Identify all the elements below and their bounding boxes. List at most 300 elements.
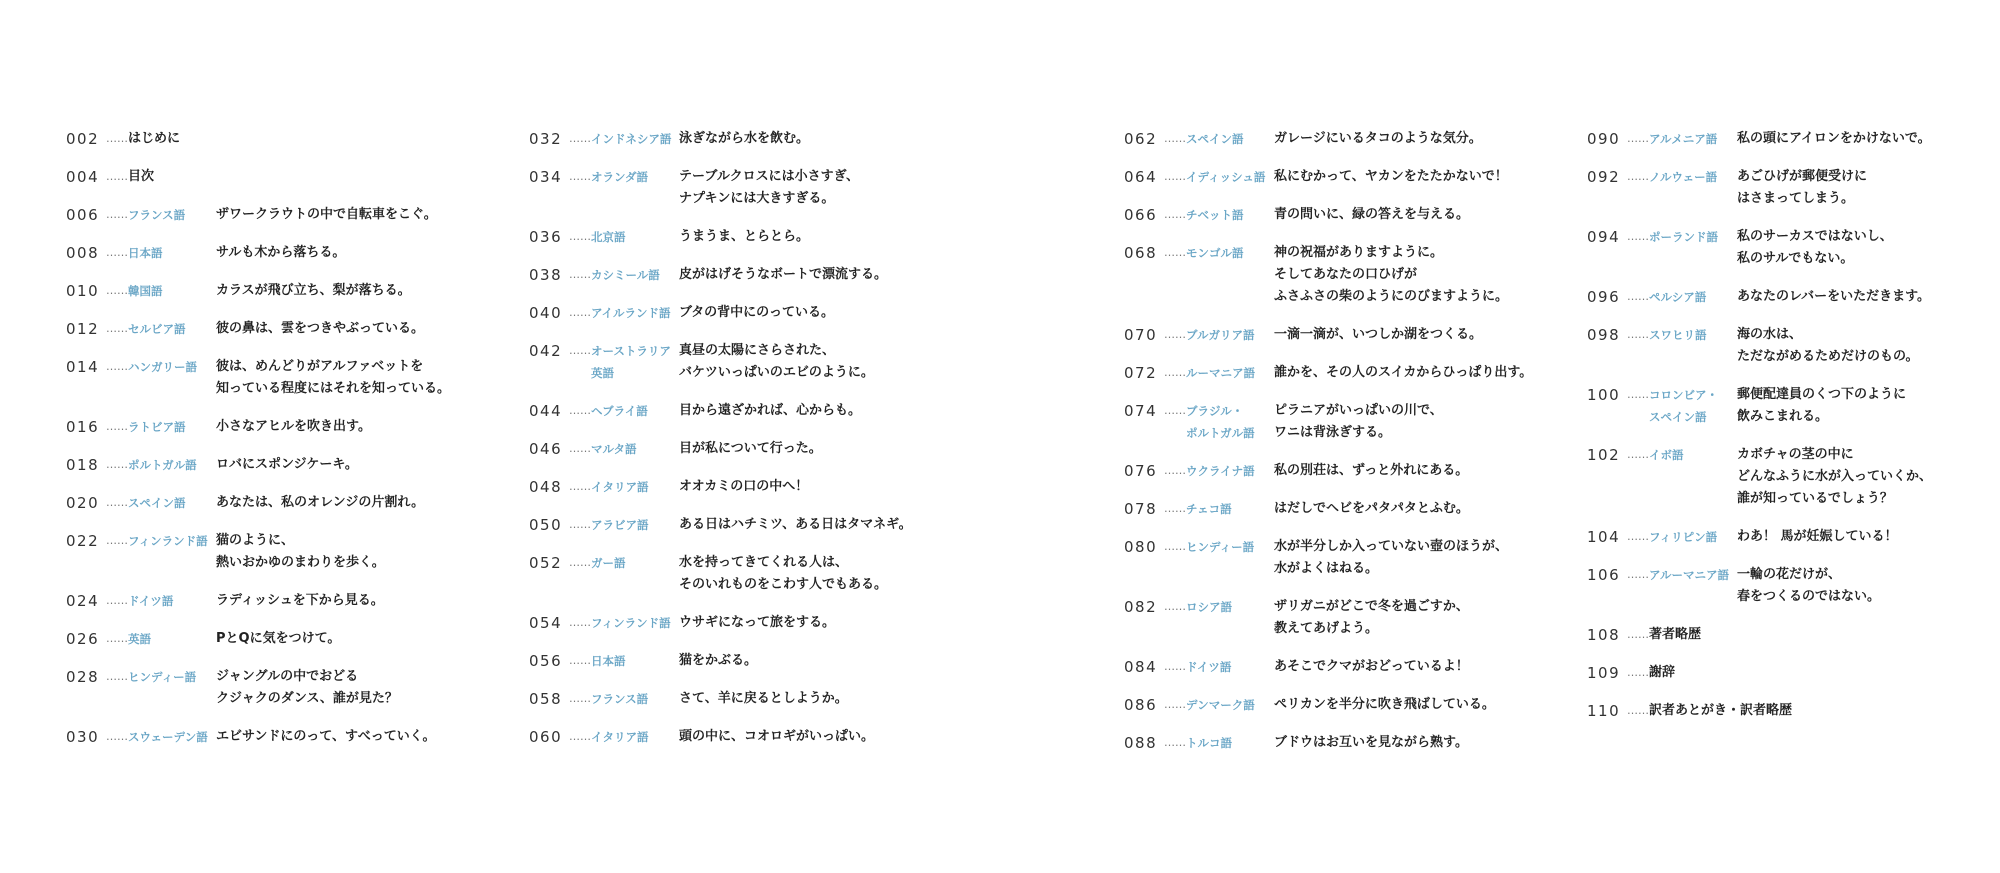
toc-entry[interactable]: [66, 204, 450, 226]
language-label: [128, 590, 216, 612]
language-label-line: フランス語: [591, 692, 649, 706]
idiom-text: ジャングルの中でおどる クジャクのダンス、誰が見た？: [216, 669, 398, 706]
language-label: [128, 628, 216, 650]
toc-column-4: [1587, 128, 1932, 738]
leader-dots: ……: [1164, 502, 1186, 515]
toc-entry[interactable]: [1587, 444, 1932, 510]
page-number: 024: [66, 592, 100, 610]
language-label: [1186, 536, 1274, 558]
page-number: 096: [1587, 288, 1621, 306]
idiom-text: サルも木から落ちる。: [216, 245, 346, 260]
leader-dots: ……: [569, 480, 591, 493]
leader-dots: ……: [1164, 540, 1186, 553]
leader-dots: ……: [106, 458, 128, 471]
page-number: 090: [1587, 130, 1621, 148]
language-label: [591, 726, 679, 748]
page-number: 064: [1124, 168, 1158, 186]
language-label-line: イボ語: [1649, 448, 1684, 462]
language-label-line: ヒンディー語: [128, 670, 197, 684]
page-number: 062: [1124, 130, 1158, 148]
language-label: [128, 318, 216, 340]
language-label-line: ウクライナ語: [1186, 464, 1255, 478]
leader-dots: ……: [106, 730, 128, 743]
page-number: 082: [1124, 598, 1158, 616]
page-number: 092: [1587, 168, 1621, 186]
idiom-text: あなたのレバーをいただきます。: [1737, 289, 1931, 304]
page-number: 072: [1124, 364, 1158, 382]
language-label-line: 韓国語: [128, 284, 163, 298]
leader-dots: ……: [1164, 366, 1186, 379]
language-label-line: フランス語: [128, 208, 186, 222]
page-number: 034: [529, 168, 563, 186]
idiom-text: ザワークラウトの中で自転車をこぐ。: [216, 207, 437, 222]
page-number: 010: [66, 282, 100, 300]
page-number: 060: [529, 728, 563, 746]
language-label: [591, 400, 679, 422]
page-number: 046: [529, 440, 563, 458]
leader-dots: ……: [1627, 328, 1649, 341]
idiom-text: 目から遠ざかれば、心からも。: [679, 403, 862, 418]
leader-dots: ……: [1164, 600, 1186, 613]
page-number: 054: [529, 614, 563, 632]
idiom-text: 誰かを、その人のスイカからひっぱり出す。: [1274, 365, 1533, 380]
idiom-text: うまうま、とらとら。: [679, 229, 810, 244]
page-number: 022: [66, 532, 100, 550]
idiom-text: 水を持ってきてくれる人は、 そのいれものをこわす人でもある。: [679, 555, 888, 592]
page-number: 102: [1587, 446, 1621, 464]
page-number: 038: [529, 266, 563, 284]
page-number: 048: [529, 478, 563, 496]
leader-dots: ……: [106, 496, 128, 509]
toc-entry[interactable]: [66, 492, 450, 514]
language-label: [1186, 362, 1274, 384]
idiom-text: 小さなアヒルを吹き出す。: [216, 419, 371, 434]
toc-entry[interactable]: [66, 454, 450, 476]
leader-dots: ……: [1627, 230, 1649, 243]
language-label-line: ラトビア語: [128, 420, 186, 434]
language-label-line: ヒンディー語: [1186, 540, 1255, 554]
idiom-text: 一輪の花だけが、 春をつくるのではない。: [1737, 567, 1881, 604]
idiom-text: 神の祝福がありますように。 そしてあなたの口ひげが ふさふさの柴のようにのびますように。: [1274, 245, 1509, 304]
language-label-line: イディッシュ語: [1186, 170, 1266, 184]
page-number: 036: [529, 228, 563, 246]
idiom-text: ガレージにいるタコのような気分。: [1274, 131, 1482, 146]
toc-entry[interactable]: [1587, 564, 1932, 608]
leader-dots: ……: [1627, 704, 1649, 717]
page-number: 086: [1124, 696, 1158, 714]
language-label-line: スペイン語: [1649, 410, 1707, 424]
page-number: 094: [1587, 228, 1621, 246]
idiom-text: エビサンドにのって、すべっていく。: [216, 729, 436, 744]
toc-entry[interactable]: [66, 128, 450, 150]
idiom-text: ブタの背中にのっている。: [679, 305, 834, 320]
toc-entry[interactable]: [1587, 166, 1932, 210]
toc-entry[interactable]: [1587, 286, 1932, 308]
leader-dots: ……: [106, 420, 128, 433]
section-title: はじめに: [128, 131, 181, 146]
toc-entry[interactable]: [529, 302, 912, 324]
toc-entry[interactable]: [66, 726, 450, 748]
page-number: 032: [529, 130, 563, 148]
page-number: 050: [529, 516, 563, 534]
leader-dots: ……: [569, 230, 591, 243]
language-label: [1649, 128, 1737, 150]
section-title: 著者略歴: [1649, 627, 1702, 642]
leader-dots: ……: [1627, 290, 1649, 303]
toc-entry[interactable]: [1587, 324, 1932, 368]
page-number: 002: [66, 130, 100, 148]
page-number: 068: [1124, 244, 1158, 262]
idiom-text: ロバにスポンジケーキ。: [216, 457, 358, 472]
leader-dots: ……: [1627, 666, 1649, 679]
language-label: [591, 340, 679, 384]
leader-dots: ……: [569, 616, 591, 629]
language-label: [128, 492, 216, 514]
language-label-line: 日本語: [591, 654, 626, 668]
toc-entry[interactable]: [529, 650, 912, 672]
idiom-text: あなたは、私のオレンジの片割れ。: [216, 495, 425, 510]
language-label-line: オーストラリア: [591, 344, 671, 358]
idiom-text: 一滴一滴が、いつしか湖をつくる。: [1274, 327, 1483, 342]
page-number: 044: [529, 402, 563, 420]
leader-dots: ……: [106, 670, 128, 683]
leader-dots: ……: [106, 170, 128, 183]
language-label-line: ルーマニア語: [1186, 366, 1255, 380]
page-number: 020: [66, 494, 100, 512]
idiom-text: 泳ぎながら水を飲む。: [679, 131, 810, 146]
idiom-text: ピラニアがいっぱいの川で、 ワニは背泳ぎする。: [1274, 403, 1443, 440]
toc-entry[interactable]: [1587, 128, 1932, 150]
language-label: [591, 226, 679, 248]
leader-dots: ……: [106, 208, 128, 221]
idiom-text: 彼の鼻は、雲をつきやぶっている。: [216, 321, 425, 336]
toc-entry[interactable]: [1587, 526, 1932, 548]
idiom-text: ブドウはお互いを見ながら熟す。: [1274, 735, 1468, 750]
leader-dots: ……: [1164, 464, 1186, 477]
toc-entry[interactable]: [529, 128, 912, 150]
toc-entry[interactable]: [1124, 324, 1532, 346]
language-label-line: フィンランド語: [128, 534, 208, 548]
toc-entry[interactable]: [1124, 362, 1532, 384]
leader-dots: ……: [106, 284, 128, 297]
toc-entry[interactable]: [529, 166, 912, 210]
language-label-line: スペイン語: [1186, 132, 1244, 146]
toc-entry[interactable]: [66, 416, 450, 438]
toc-entry[interactable]: [1587, 384, 1932, 428]
language-label-line: インドネシア語: [591, 132, 672, 146]
idiom-text: 私の頭にアイロンをかけないで。: [1737, 131, 1931, 146]
language-label-line: スウェーデン語: [128, 730, 208, 744]
language-label: [1186, 596, 1274, 618]
idiom-text: 私にむかって、ヤカンをたたかないで！: [1274, 169, 1508, 184]
leader-dots: ……: [106, 360, 128, 373]
toc-entry[interactable]: [1124, 536, 1532, 580]
language-label-line: 北京語: [591, 230, 626, 244]
idiom-text: 皮がはげそうなボートで漂流する。: [679, 267, 888, 282]
language-label: [591, 302, 679, 324]
toc-entry[interactable]: [1587, 624, 1932, 646]
language-label-line: 英語: [128, 632, 151, 646]
toc-entry[interactable]: [529, 612, 912, 634]
language-label-line: スペイン語: [128, 496, 186, 510]
language-label: [1649, 166, 1737, 188]
language-label: [591, 552, 679, 574]
idiom-text: 頭の中に、コオロギがいっぱい。: [679, 729, 875, 744]
leader-dots: ……: [569, 556, 591, 569]
language-label-line: ノルウェー語: [1649, 170, 1718, 184]
language-label-line: ペルシア語: [1649, 290, 1707, 304]
page-number: 084: [1124, 658, 1158, 676]
language-label: [128, 726, 216, 748]
idiom-text: 郵便配達員のくつ下のように 飲みこまれる。: [1737, 387, 1907, 424]
language-label-line: セルビア語: [128, 322, 186, 336]
language-label: [1649, 324, 1737, 346]
language-label: [128, 416, 216, 438]
leader-dots: ……: [1627, 530, 1649, 543]
toc-entry[interactable]: [66, 280, 450, 302]
leader-dots: ……: [106, 322, 128, 335]
toc-entry[interactable]: [1124, 656, 1532, 678]
leader-dots: ……: [569, 442, 591, 455]
toc-entry[interactable]: [1124, 498, 1532, 520]
leader-dots: ……: [106, 594, 128, 607]
toc-entry[interactable]: [1124, 242, 1532, 308]
leader-dots: ……: [569, 654, 591, 667]
language-label-line: トルコ語: [1186, 736, 1232, 750]
toc-entry[interactable]: [1587, 662, 1932, 684]
language-label: [1649, 444, 1737, 466]
leader-dots: ……: [1627, 170, 1649, 183]
leader-dots: ……: [569, 404, 591, 417]
page-number: 078: [1124, 500, 1158, 518]
idiom-text: 猫をかぶる。: [679, 653, 758, 668]
page-number: 026: [66, 630, 100, 648]
leader-dots: ……: [1164, 736, 1186, 749]
page-number: 006: [66, 206, 100, 224]
toc-entry[interactable]: [1124, 460, 1532, 482]
language-label-line: ロシア語: [1186, 600, 1232, 614]
toc-entry[interactable]: [66, 666, 450, 710]
idiom-text: テーブルクロスには小さすぎ、 ナプキンには大きすぎる。: [679, 169, 860, 206]
leader-dots: ……: [569, 344, 591, 357]
idiom-text: ラディッシュを下から見る。: [216, 593, 384, 608]
toc-entry[interactable]: [66, 590, 450, 612]
toc-entry[interactable]: [66, 318, 450, 340]
leader-dots: ……: [1164, 660, 1186, 673]
leader-dots: ……: [1164, 404, 1186, 417]
leader-dots: ……: [1164, 328, 1186, 341]
language-label-line: フィリピン語: [1649, 530, 1718, 544]
leader-dots: ……: [106, 246, 128, 259]
page-number: 004: [66, 168, 100, 186]
toc-column-1: [66, 128, 450, 764]
language-label-line: ポルトガル語: [1186, 426, 1255, 440]
page-number: 066: [1124, 206, 1158, 224]
language-label-line: ポルトガル語: [128, 458, 197, 472]
language-label: [1186, 204, 1274, 226]
toc-entry[interactable]: [1124, 166, 1532, 188]
section-title: 謝辞: [1649, 665, 1676, 680]
language-label: [1186, 400, 1274, 444]
language-label: [1186, 694, 1274, 716]
idiom-text: ペリカンを半分に吹き飛ばしている。: [1274, 697, 1495, 712]
page-number: 100: [1587, 386, 1621, 404]
language-label: [591, 166, 679, 188]
leader-dots: ……: [1164, 246, 1186, 259]
idiom-text: あごひげが郵便受けに はさまってしまう。: [1737, 169, 1868, 206]
language-label-line: アルーマニア語: [1649, 568, 1730, 582]
leader-dots: ……: [569, 306, 591, 319]
toc-entry[interactable]: [529, 726, 912, 748]
leader-dots: ……: [1627, 568, 1649, 581]
leader-dots: ……: [106, 132, 128, 145]
leader-dots: ……: [569, 730, 591, 743]
language-label: [128, 242, 216, 264]
language-label-line: モンゴル語: [1186, 246, 1244, 260]
language-label: [591, 650, 679, 672]
toc-entry[interactable]: [529, 226, 912, 248]
idiom-text: 青の問いに、緑の答えを与える。: [1274, 207, 1470, 222]
language-label-line: ガー語: [591, 556, 626, 570]
leader-dots: ……: [1164, 170, 1186, 183]
toc-entry[interactable]: [529, 476, 912, 498]
idiom-text: 真昼の太陽にさらされた、 バケツいっぱいのエビのように。: [679, 343, 874, 380]
language-label: [1186, 242, 1274, 264]
page-number: 014: [66, 358, 100, 376]
page-number: 074: [1124, 402, 1158, 420]
idiom-text: オオカミの口の中へ！: [679, 479, 809, 494]
toc-column-2: [529, 128, 912, 764]
language-label: [1186, 656, 1274, 678]
page-number: 030: [66, 728, 100, 746]
language-label-line: ハンガリー語: [128, 360, 197, 374]
toc-entry[interactable]: [66, 166, 450, 188]
leader-dots: ……: [1164, 132, 1186, 145]
toc-entry[interactable]: [1587, 700, 1932, 722]
idiom-text: 海の水は、 ただながめるためだけのもの。: [1737, 327, 1919, 364]
language-label-line: 英語: [591, 366, 614, 380]
language-label: [1649, 526, 1737, 548]
idiom-text: 水が半分しか入っていない壺のほうが、 水がよくはねる。: [1274, 539, 1509, 576]
page-number: 018: [66, 456, 100, 474]
toc-entry[interactable]: [66, 628, 450, 650]
language-label-line: ブラジル・: [1186, 404, 1244, 418]
page-number: 058: [529, 690, 563, 708]
language-label-line: チェコ語: [1186, 502, 1232, 516]
language-label-line: チベット語: [1186, 208, 1244, 222]
page-number: 052: [529, 554, 563, 572]
toc-entry[interactable]: [529, 264, 912, 286]
language-label-line: アルメニア語: [1649, 132, 1718, 146]
toc-entry[interactable]: [1124, 732, 1532, 754]
toc-entry[interactable]: [66, 530, 450, 574]
page-number: 110: [1587, 702, 1621, 720]
language-label-line: ポーランド語: [1649, 230, 1718, 244]
language-label: [1649, 564, 1737, 586]
toc-entry[interactable]: [1587, 226, 1932, 270]
idiom-text: ある日はハチミツ、ある日はタマネギ。: [679, 517, 912, 532]
toc-entry[interactable]: [1124, 400, 1532, 444]
language-label: [128, 356, 216, 378]
language-label-line: オランダ語: [591, 170, 649, 184]
toc-entry[interactable]: [66, 356, 450, 400]
leader-dots: ……: [569, 268, 591, 281]
toc-entry[interactable]: [529, 438, 912, 460]
toc-column-3: [1124, 128, 1532, 770]
leader-dots: ……: [1164, 208, 1186, 221]
page-number: 104: [1587, 528, 1621, 546]
leader-dots: ……: [106, 632, 128, 645]
leader-dots: ……: [569, 170, 591, 183]
idiom-text: はだしでヘビをパタパタとふむ。: [1274, 501, 1469, 516]
toc-entry[interactable]: [1124, 694, 1532, 716]
language-label: [1186, 498, 1274, 520]
toc-entry[interactable]: [529, 340, 912, 384]
toc-entry[interactable]: [529, 400, 912, 422]
section-title: 目次: [128, 169, 155, 184]
language-label-line: コロンビア・: [1649, 388, 1718, 402]
language-label-line: ドイツ語: [128, 594, 174, 608]
language-label: [1186, 324, 1274, 346]
idiom-text: 私の別荘は、ずっと外れにある。: [1274, 463, 1469, 478]
idiom-text: カボチャの茎の中に どんなふうに水が入っていくか、 誰が知っているでしょう？: [1737, 447, 1933, 506]
language-label-line: 日本語: [128, 246, 163, 260]
toc-entry[interactable]: [1124, 204, 1532, 226]
toc-entry[interactable]: [1124, 596, 1532, 640]
page-number: 109: [1587, 664, 1621, 682]
idiom-text: あそこでクマがおどっているよ！: [1274, 659, 1469, 674]
toc-entry[interactable]: [529, 514, 912, 536]
language-label: [1186, 732, 1274, 754]
idiom-text: ザリガニがどこで冬を過ごすか、 教えてあげよう。: [1274, 599, 1469, 636]
leader-dots: ……: [1627, 132, 1649, 145]
toc-entry[interactable]: [66, 242, 450, 264]
language-label: [591, 688, 679, 710]
page-number: 070: [1124, 326, 1158, 344]
section-title: 訳者あとがき・訳者略歴: [1649, 703, 1793, 718]
language-label-line: ドイツ語: [1186, 660, 1232, 674]
language-label: [591, 476, 679, 498]
page-number: 080: [1124, 538, 1158, 556]
leader-dots: ……: [569, 518, 591, 531]
language-label: [128, 204, 216, 226]
toc-entry[interactable]: [529, 552, 912, 596]
toc-entry[interactable]: [1124, 128, 1532, 150]
page-number: 098: [1587, 326, 1621, 344]
page-number: 108: [1587, 626, 1621, 644]
page-number: 008: [66, 244, 100, 262]
idiom-text: 彼は、めんどりがアルファベットを 知っている程度にはそれを知っている。: [216, 359, 451, 396]
page-number: 040: [529, 304, 563, 322]
language-label: [1186, 460, 1274, 482]
page-number: 088: [1124, 734, 1158, 752]
toc-entry[interactable]: [529, 688, 912, 710]
language-label: [128, 280, 216, 302]
page-number: 012: [66, 320, 100, 338]
language-label-line: デンマーク語: [1186, 698, 1255, 712]
page-number: 028: [66, 668, 100, 686]
language-label: [1649, 384, 1737, 428]
idiom-text: 私のサーカスではないし、 私のサルでもない。: [1737, 229, 1893, 266]
idiom-text: PとQに気をつけて。: [216, 631, 341, 646]
language-label-line: ヘブライ語: [591, 404, 648, 418]
language-label-line: イタリア語: [591, 480, 649, 494]
language-label-line: アイルランド語: [591, 306, 671, 320]
leader-dots: ……: [569, 692, 591, 705]
language-label: [128, 530, 216, 552]
language-label-line: イタリア語: [591, 730, 649, 744]
language-label-line: スワヒリ語: [1649, 328, 1707, 342]
